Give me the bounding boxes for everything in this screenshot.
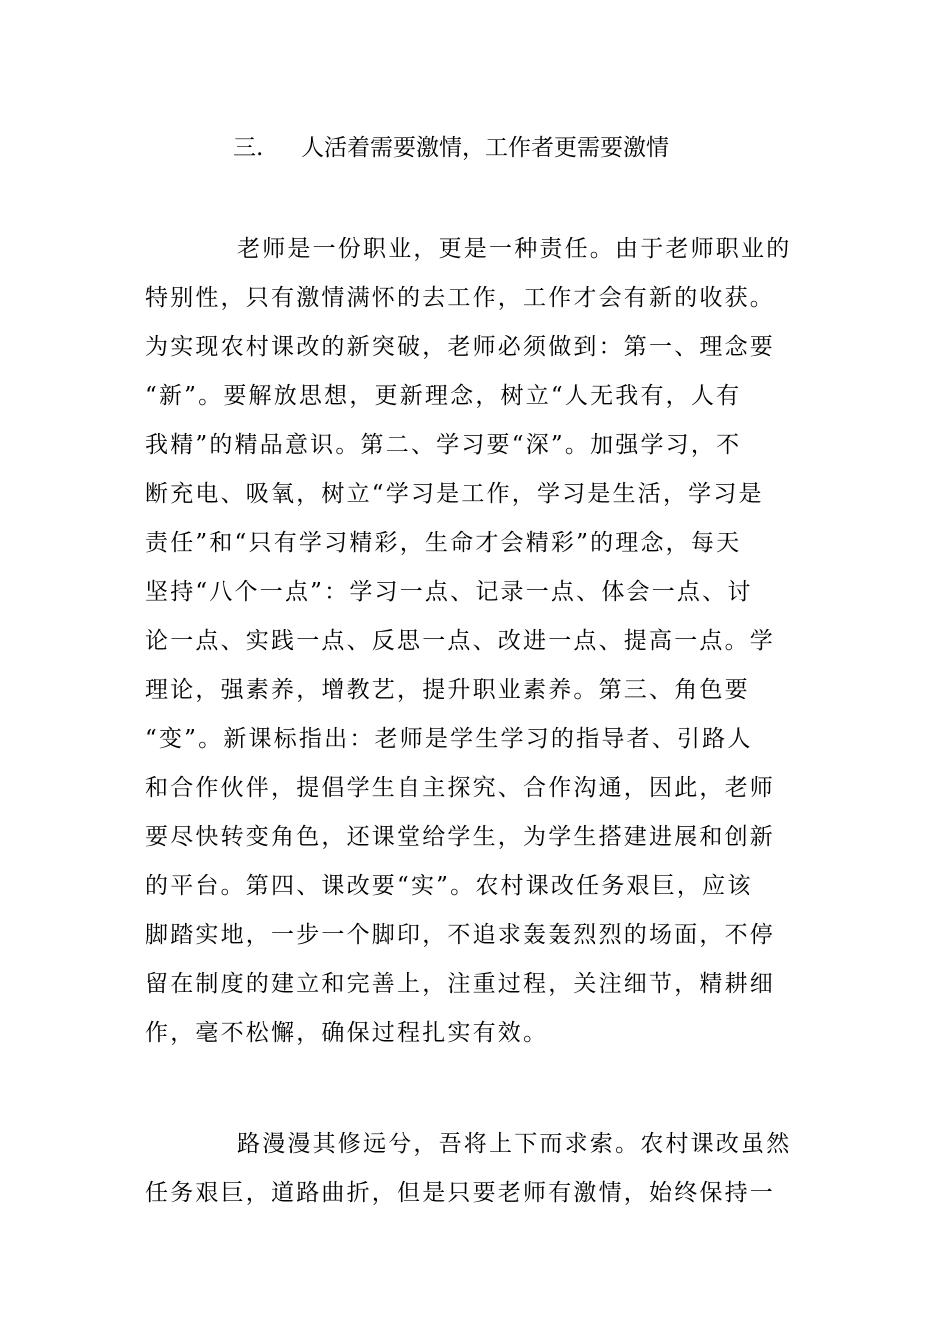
text-line: 责任”和“只有学习精彩，生命才会精彩”的理念，每天 (145, 530, 742, 556)
text-line: 断充电、吸氧，树立“学习是工作，学习是生活，学习是 (145, 481, 764, 507)
section-heading (233, 128, 669, 168)
text-line: 的平台。第四、课改要“实”。农村课改任务艰巨，应该 (145, 873, 753, 899)
text-line: “新”。要解放思想，更新理念，树立“人无我有，人有 (145, 383, 742, 409)
text-line: 留在制度的建立和完善上，注重过程，关注细节，精耕细 (145, 971, 775, 997)
text-line: 和合作伙伴，提倡学生自主探究、合作沟通，因此，老师 (145, 775, 775, 801)
text-line: 老师是一份职业，更是一种责任。由于老师职业的 (237, 236, 792, 262)
paragraph-2 (145, 1120, 807, 1218)
text-line: 特别性，只有激情满怀的去工作，工作才会有新的收获。 (145, 285, 775, 311)
text-line: 脚踏实地，一步一个脚印，不追求轰轰烈烈的场面，不停 (145, 922, 775, 948)
text-line: 作，毫不松懈，确保过程扎实有效。 (145, 1020, 549, 1046)
text-line: 路漫漫其修远兮，吾将上下而求索。农村课改虽然 (237, 1131, 792, 1157)
section-title: 人活着需要激情，工作者更需要激情 (301, 135, 669, 161)
paragraph-1 (145, 225, 807, 1058)
text-line: 为实现农村课改的新突破，老师必须做到：第一、理念要 (145, 334, 775, 360)
section-number: 三. (233, 135, 264, 161)
text-line: 坚持“八个一点”：学习一点、记录一点、体会一点、讨 (145, 579, 753, 605)
text-line: 理论，强素养，增教艺，提升职业素养。第三、角色要 (145, 677, 750, 703)
text-line: 任务艰巨，道路曲折，但是只要老师有激情，始终保持一 (145, 1180, 775, 1206)
text-line: 我精”的精品意识。第二、学习要“深”。加强学习，不 (145, 432, 742, 458)
text-line: “变”。新课标指出：老师是学生学习的指导者、引路人 (145, 726, 753, 752)
text-line: 要尽快转变角色，还课堂给学生，为学生搭建进展和创新 (145, 824, 775, 850)
text-line: 论一点、实践一点、反思一点、改进一点、提高一点。学 (145, 628, 775, 654)
